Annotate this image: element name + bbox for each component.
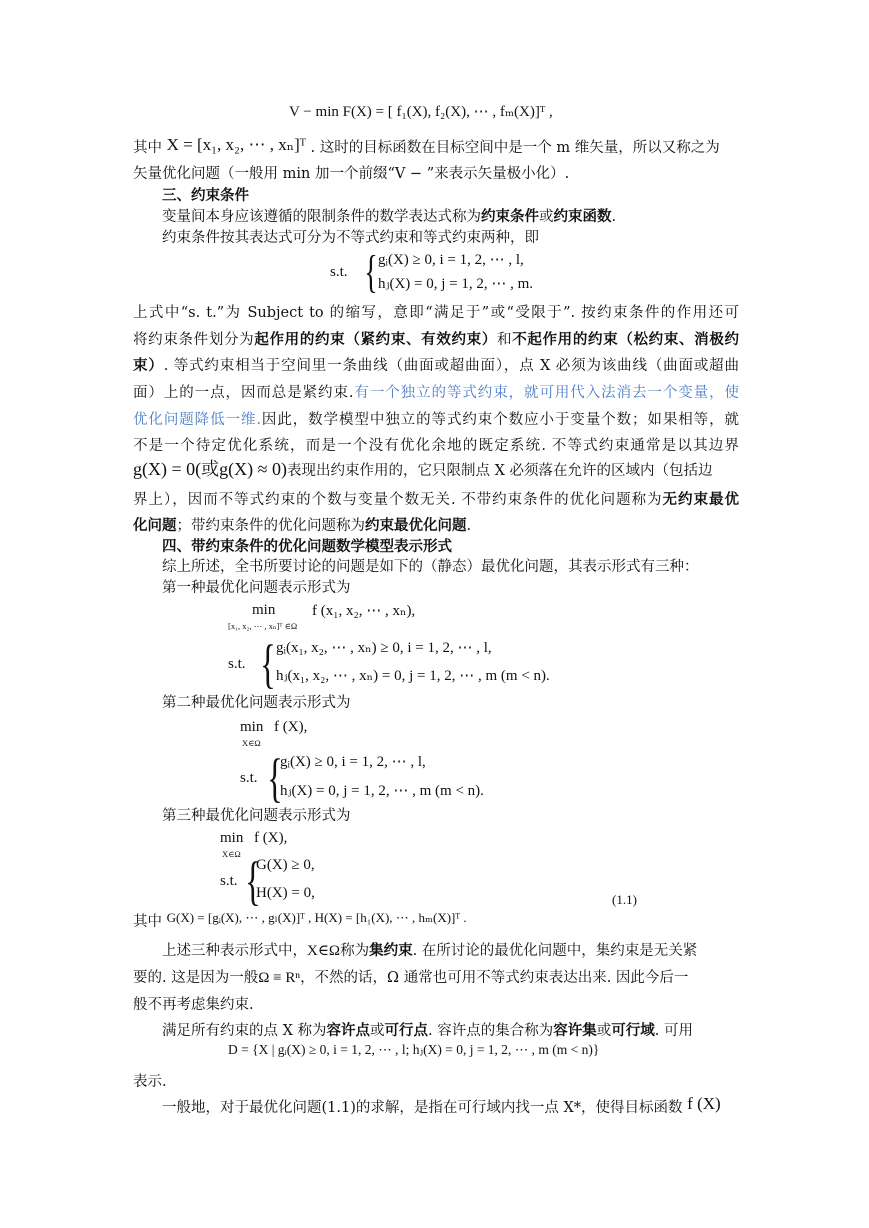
- formula-vector-min: V − min F(X) = [ f₁(X), f₂(X), ⋯ , fₘ(X)]ᵀ ,: [289, 104, 553, 120]
- st-label: s.t.: [228, 656, 246, 672]
- para2-line2: [133, 330, 739, 350]
- para5-line1: [162, 1021, 768, 1041]
- text: 其中: [133, 140, 162, 156]
- form2-constraint-h: hⱼ(X) = 0, j = 1, 2, ⋯ , m (m < n).: [280, 783, 484, 799]
- para2-line5: [133, 410, 739, 430]
- constraint-h: hⱼ(X) = 0, j = 1, 2, ⋯ , m.: [378, 276, 534, 292]
- formula-omega-rn: Ω ≡ Rⁿ: [258, 970, 301, 986]
- line-vector-opt: 矢量优化问题（一般用 min 加一个前缀“V − ”来表示矢量极小化）.: [133, 166, 570, 182]
- form1-title: 第一种最优化问题表示形式为: [162, 580, 351, 596]
- text: 因此，数学模型中独立的等式约束个数应小于变量个数；如果相等，就: [260, 412, 740, 428]
- form3-objective: f (X),: [254, 830, 288, 846]
- text: 或: [370, 1023, 385, 1039]
- formula-set-constraint: X∈Ω: [307, 943, 341, 959]
- text: ；带约束条件的优化问题称为: [176, 518, 365, 534]
- text: 和: [497, 332, 513, 348]
- text: . 在所讨论的最优化问题中，集约束是无关紧: [412, 943, 698, 959]
- form3-constraint-h: H(X) = 0,: [256, 885, 315, 901]
- para4-line3: 般不再考虑集约束.: [133, 997, 254, 1013]
- para5-line2: 表示.: [133, 1074, 167, 1090]
- term-feasible-point: 可行点: [384, 1022, 429, 1039]
- formula-fX: f (X): [687, 1094, 721, 1113]
- st-label: s.t.: [240, 770, 258, 786]
- text: . 这时的目标函数在目标空间中是一个 m 维矢量，所以又称之为: [310, 140, 720, 156]
- form1-min: min: [252, 602, 276, 618]
- form2-min: min: [240, 719, 264, 735]
- line-x-definition: [133, 137, 739, 158]
- para4-line1: [162, 941, 740, 961]
- form2-title: 第二种最优化问题表示形式为: [162, 695, 351, 711]
- text: . 等式约束相当于空间里一条曲线（曲面或超曲面），点 X 必须为该曲线（曲面或超曲: [163, 358, 740, 374]
- text: 或: [539, 209, 554, 225]
- form3-title: 第三种最优化问题表示形式为: [162, 808, 351, 824]
- term-set-constraint: 集约束: [369, 942, 413, 959]
- para2-line7: [133, 459, 739, 481]
- term-inactive-constraint-end: 束）: [133, 357, 164, 374]
- para2-line8: [133, 490, 739, 510]
- para4-line2: [133, 968, 739, 988]
- section-heading-3: 三、约束条件: [162, 187, 249, 204]
- text: .: [611, 209, 617, 225]
- form2-constraint-g: gᵢ(X) ≥ 0, i = 1, 2, ⋯ , l,: [280, 754, 426, 770]
- text: 上述三种表示形式中，: [162, 943, 307, 959]
- term-feasible-region: 可行域: [611, 1022, 655, 1039]
- text: 变量间本身应该遵循的限制条件的数学表达式称为: [162, 209, 481, 225]
- formula-G-H: G(X) = [gᵢ(X), ⋯ , gₗ(X)]ᵀ , H(X) = [h₁(X), ⋯ , hₘ(X)]ᵀ .: [166, 910, 467, 925]
- form3-min-sub: X∈Ω: [222, 849, 241, 859]
- text: 面）上的一点，因而总是紧约束.: [133, 385, 354, 401]
- text: 一般地，对于最优化问题(1.1)的求解，是指在可行域内找一点 X*，使得目标函数: [162, 1100, 683, 1116]
- section-heading-4: 四、带约束条件的优化问题数学模型表示形式: [162, 538, 452, 555]
- term-active-constraint: 起作用的约束（紧约束、有效约束）: [254, 331, 498, 348]
- term-admissible-set: 容许集: [553, 1022, 597, 1039]
- term-constrained-opt: 约束最优化问题: [365, 517, 467, 534]
- st-label: s.t.: [220, 873, 238, 889]
- st-label: s.t.: [330, 264, 348, 280]
- left-brace: {: [267, 748, 283, 808]
- term-admissible-point: 容许点: [326, 1022, 371, 1039]
- form2-min-sub: X∈Ω: [242, 738, 261, 748]
- where-line: [133, 912, 739, 932]
- form1-objective: f (x₁, x₂, ⋯ , xₙ),: [312, 603, 416, 619]
- para2-line9: [133, 516, 739, 536]
- highlight-text: 有一个独立的等式约束，就可用代入法消去一个变量，使: [353, 385, 740, 401]
- para-constraint-1: [162, 207, 768, 227]
- term-constraint-function: 约束函数: [553, 208, 612, 225]
- para2-line3: [133, 356, 739, 376]
- text: 表现出约束作用的，它只限制点 X 必须落在允许的区域内（包括边: [287, 463, 713, 479]
- formula-set-D: D = {X | gᵢ(X) ≥ 0, i = 1, 2, ⋯ , l; hⱼ(X) = 0, j = 1, 2, ⋯ , m (m < n)}: [228, 1042, 600, 1057]
- highlight-text: 优化问题降低一维.: [133, 412, 261, 428]
- form1-constraint-h: hⱼ(x₁, x₂, ⋯ , xₙ) = 0, j = 1, 2, ⋯ , m (m < n).: [276, 668, 550, 684]
- para3-line1: 综上所述，全书所要讨论的问题是如下的（静态）最优化问题，其表示形式有三种：: [162, 559, 699, 575]
- equation-number: (1.1): [612, 892, 637, 907]
- text: .: [466, 518, 472, 534]
- text: ，不然的话，Ω 通常也可用不等式约束表达出来. 因此今后一: [300, 970, 689, 986]
- form3-constraint-g: G(X) ≥ 0,: [256, 857, 315, 873]
- form2-objective: f (X),: [274, 719, 308, 735]
- text: 将约束条件划分为: [133, 332, 255, 348]
- formula-boundary: g(X) = 0(或g(X) ≈ 0): [133, 459, 287, 479]
- para2-line4: [133, 383, 739, 403]
- para2-line6: 不是一个待定优化系统，而是一个没有优化余地的既定系统. 不等式约束通常是以其边界: [133, 438, 739, 454]
- text: 要的. 这是因为一般: [133, 970, 259, 986]
- text: 满足所有约束的点 X 称为: [162, 1023, 327, 1039]
- form1-constraint-g: gᵢ(x₁, x₂, ⋯ , xₙ) ≥ 0, i = 1, 2, ⋯ , l,: [276, 640, 492, 656]
- constraint-g: gᵢ(X) ≥ 0, i = 1, 2, ⋯ , l,: [378, 252, 524, 268]
- left-brace: {: [364, 246, 378, 297]
- para2-line1: 上式中“s. t.”为 Subject to 的缩写，意即“满足于”或“受限于”. 按约束条件的作用还可: [133, 305, 739, 321]
- left-brace: {: [245, 851, 261, 911]
- form3-min: min: [220, 830, 244, 846]
- para6-line1: [162, 1094, 740, 1118]
- text: 或: [596, 1023, 612, 1039]
- text: . 容许点的集合称为: [428, 1023, 554, 1039]
- formula-x: X = [x₁, x₂, ⋯ , xₙ]ᵀ: [166, 135, 306, 154]
- term-unconstrained: 无约束最优: [662, 491, 739, 508]
- form1-min-sub: [x₁, x₂, ⋯ , xₙ]ᵀ ∈Ω: [228, 621, 298, 631]
- para-constraint-2: 约束条件按其表达式可分为不等式约束和等式约束两种，即: [162, 230, 539, 246]
- term-unconstrained-end: 化问题: [133, 517, 177, 534]
- text: 其中: [133, 914, 162, 930]
- text: . 可用: [654, 1023, 693, 1039]
- text: 称为: [340, 943, 370, 959]
- text: 界上），因而不等式约束的个数与变量个数无关. 不带约束条件的优化问题称为: [133, 492, 663, 508]
- term-inactive-constraint: 不起作用的约束（松约束、消极约: [512, 331, 740, 348]
- term-constraint-condition: 约束条件: [481, 208, 539, 225]
- left-brace: {: [260, 634, 276, 694]
